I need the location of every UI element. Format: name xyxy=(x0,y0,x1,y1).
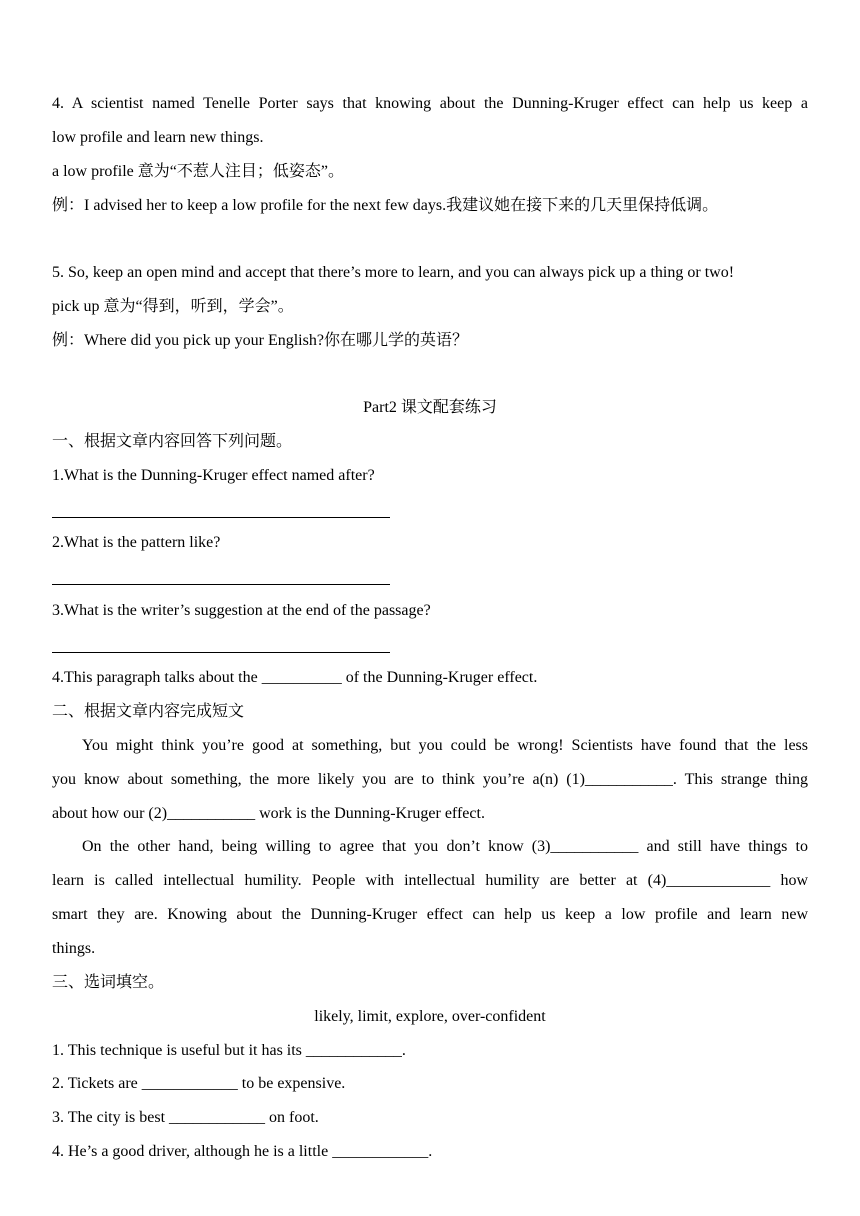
item-4-text: 4. A scientist named Tenelle Porter says that knowing about the Dunning-Kruger effect can help us keep a xyxy=(52,95,808,112)
passage-p2-line2: learn is called intellectual humility. People with intellectual humility are better at (4)_____________ how xyxy=(52,872,808,889)
fill-sentence-1: 1. This technique is useful but it has its ____________. xyxy=(52,1042,406,1059)
fill-sentence-4: 4. He’s a good driver, although he is a little ____________. xyxy=(52,1143,433,1160)
section2-heading: 二、根据文章内容完成短文 xyxy=(52,703,245,720)
item-4-definition: a low profile 意为“不惹人注目；低姿态”。 xyxy=(52,163,344,180)
question-2: 2.What is the pattern like? xyxy=(52,534,221,551)
passage-p1-line3: about how our (2)___________ work is the Dunning-Kruger effect. xyxy=(52,805,485,822)
section3-heading: 三、选词填空。 xyxy=(52,974,165,991)
word-bank: likely, limit, explore, over-confident xyxy=(314,1008,546,1025)
answer-line-2[interactable] xyxy=(52,584,390,585)
part2-title: Part2 课文配套练习 xyxy=(363,399,497,416)
passage-p2-line1: On the other hand, being willing to agree that you don’t know (3)___________ and still have things to xyxy=(82,838,808,855)
question-1: 1.What is the Dunning-Kruger effect named after? xyxy=(52,467,375,484)
answer-line-1[interactable] xyxy=(52,517,390,518)
fill-sentence-2: 2. Tickets are ____________ to be expensive. xyxy=(52,1075,346,1092)
item-5-text: 5. So, keep an open mind and accept that there’s more to learn, and you can always pick up a thing or two! xyxy=(52,264,735,281)
passage-p1-line1: You might think you’re good at something, but you could be wrong! Scientists have found that the less xyxy=(82,737,808,754)
item-5-example: 例：Where did you pick up your English?你在哪儿学的英语？ xyxy=(52,332,468,349)
answer-line-3[interactable] xyxy=(52,652,390,653)
section1-heading: 一、根据文章内容回答下列问题。 xyxy=(52,433,293,450)
question-4: 4.This paragraph talks about the __________ of the Dunning-Kruger effect. xyxy=(52,669,538,686)
passage-p1-line2: you know about something, the more likely you are to think you’re a(n) (1)___________. This strange thing xyxy=(52,771,808,788)
item-4-example: 例：I advised her to keep a low profile for the next few days.我建议她在接下来的几天里保持低调。 xyxy=(52,197,719,214)
item-4-text-cont: low profile and learn new things. xyxy=(52,129,264,146)
question-3: 3.What is the writer’s suggestion at the end of the passage? xyxy=(52,602,431,619)
item-5-definition: pick up 意为“得到，听到，学会”。 xyxy=(52,298,294,315)
passage-p2-line3: smart they are. Knowing about the Dunning-Kruger effect can help us keep a low profile and learn new xyxy=(52,906,808,923)
passage-p2-line4: things. xyxy=(52,940,96,957)
fill-sentence-3: 3. The city is best ____________ on foot. xyxy=(52,1109,319,1126)
